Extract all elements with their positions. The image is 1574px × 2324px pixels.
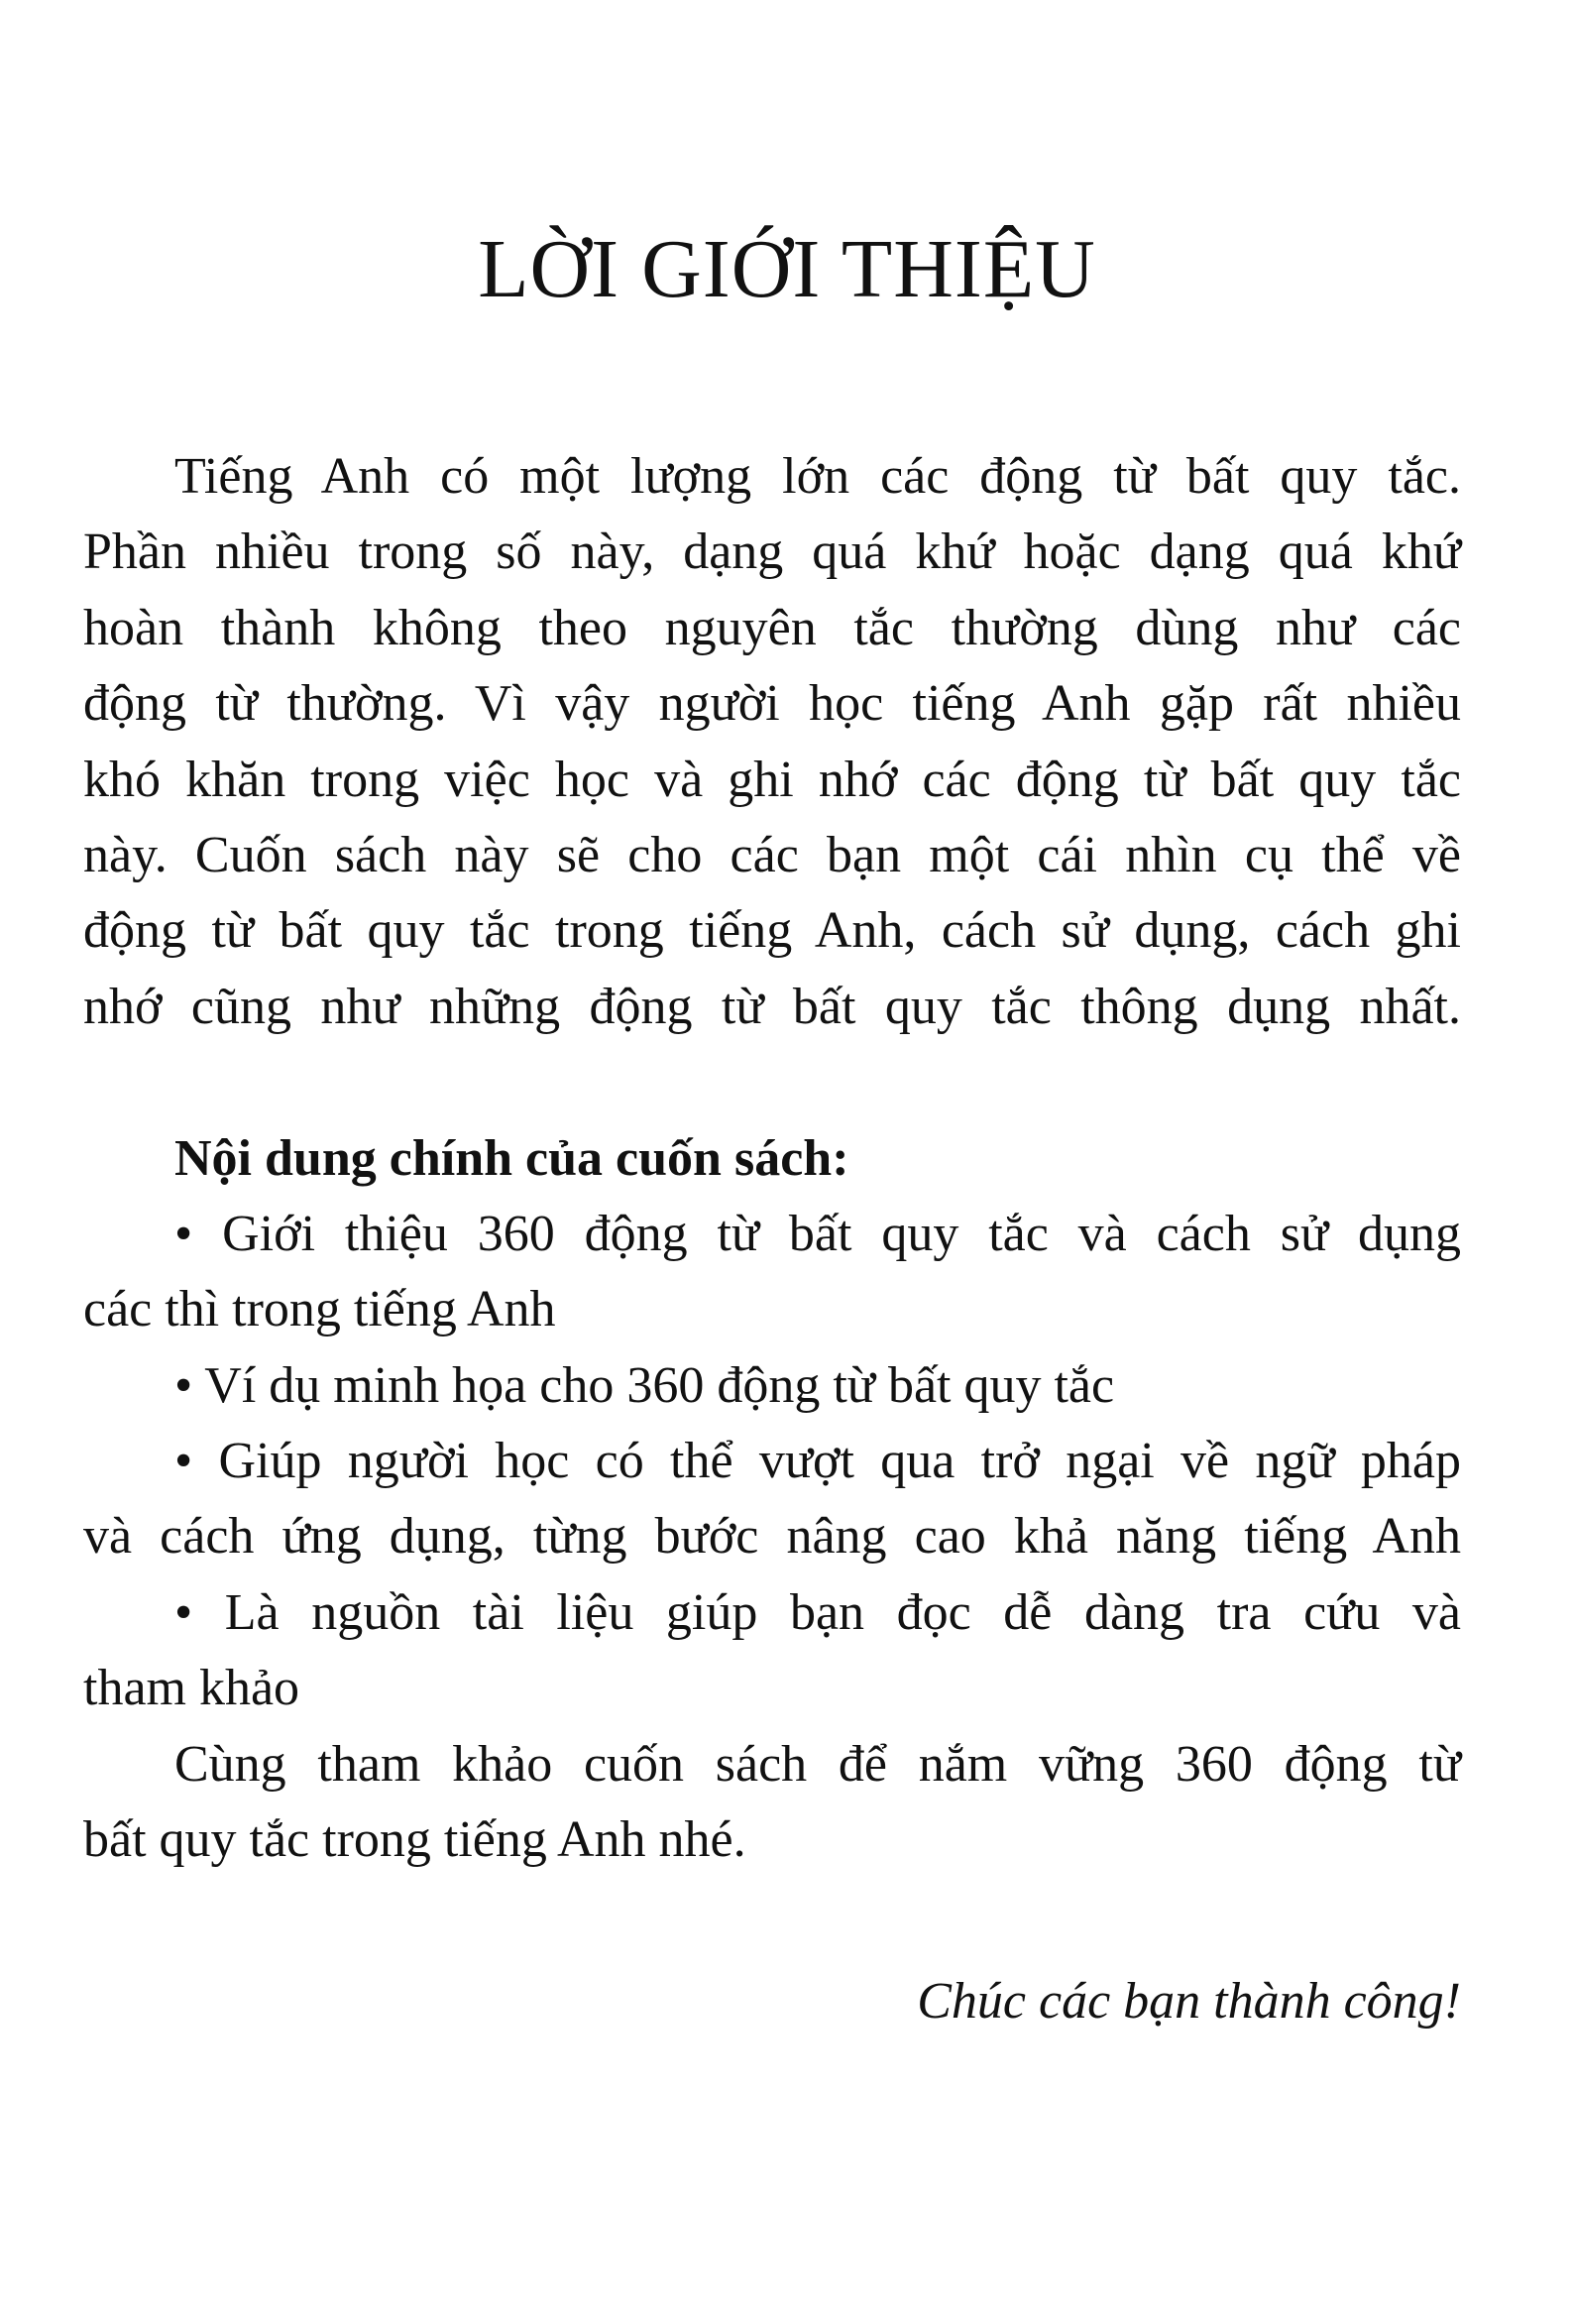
contents-line: Cùng tham khảo cuốn sách để nắm vững 360 động từ bbox=[174, 1735, 1461, 1793]
intro-line: Tiếng Anh có một lượng lớn các động từ bất quy tắc. bbox=[174, 448, 1461, 505]
contents-heading: Nội dung chính của cuốn sách: bbox=[174, 1129, 849, 1187]
contents-line: các thì trong tiếng Anh bbox=[83, 1281, 556, 1338]
intro-line: động từ bất quy tắc trong tiếng Anh, cách sử dụng, cách ghi bbox=[83, 902, 1461, 960]
contents-line: tham khảo bbox=[83, 1660, 300, 1717]
contents-line: • Giới thiệu 360 động từ bất quy tắc và cách sử dụng bbox=[174, 1205, 1461, 1262]
page-title: LỜI GIỚI THIỆU bbox=[478, 223, 1096, 315]
intro-line: hoàn thành không theo nguyên tắc thường dùng như các bbox=[83, 599, 1461, 656]
contents-line: bất quy tắc trong tiếng Anh nhé. bbox=[83, 1811, 746, 1869]
intro-line: nhớ cũng như những động từ bất quy tắc thông dụng nhất. bbox=[83, 978, 1461, 1035]
spacer bbox=[83, 1045, 1461, 1120]
contents-line: và cách ứng dụng, từng bước nâng cao khả năng tiếng Anh bbox=[83, 1508, 1461, 1566]
spacer bbox=[83, 1878, 1461, 1953]
page-body bbox=[83, 439, 1461, 2039]
intro-line: khó khăn trong việc học và ghi nhớ các động từ bất quy tắc bbox=[83, 751, 1461, 808]
intro-line: này. Cuốn sách này sẽ cho các bạn một cái nhìn cụ thể về bbox=[83, 826, 1461, 883]
contents-line: • Là nguồn tài liệu giúp bạn đọc dễ dàng tra cứu và bbox=[174, 1583, 1461, 1641]
contents-line: • Ví dụ minh họa cho 360 động từ bất quy tắc bbox=[174, 1356, 1115, 1414]
closing-line: Chúc các bạn thành công! bbox=[917, 1972, 1461, 2030]
contents-line: • Giúp người học có thể vượt qua trở ngại về ngữ pháp bbox=[174, 1433, 1461, 1490]
intro-line: động từ thường. Vì vậy người học tiếng Anh gặp rất nhiều bbox=[83, 675, 1461, 733]
intro-line: Phần nhiều trong số này, dạng quá khứ hoặc dạng quá khứ bbox=[83, 523, 1461, 581]
